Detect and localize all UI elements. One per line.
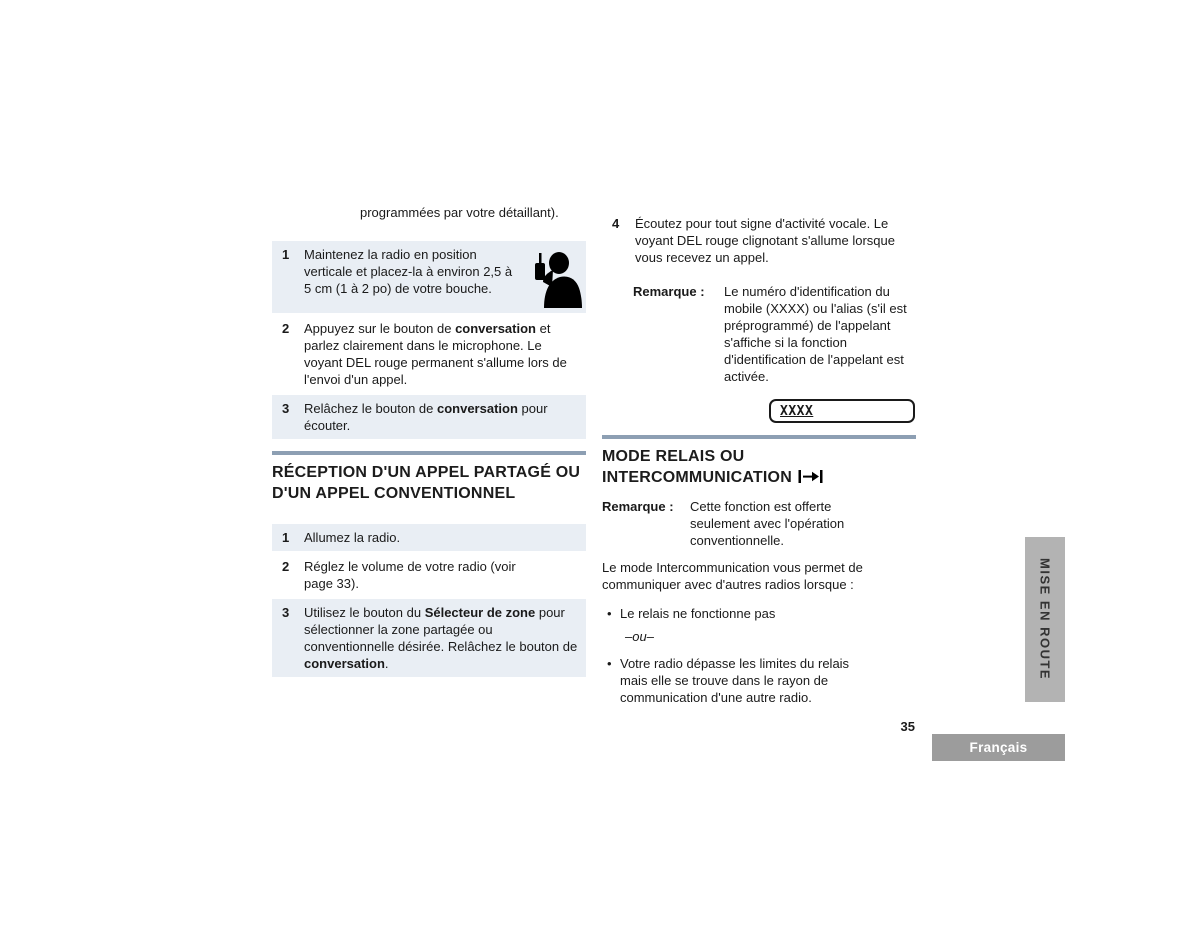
bullet-marker: • <box>607 656 612 671</box>
intro-continuation-text: programmées par votre détaillant). <box>360 205 559 220</box>
step-text: Maintenez la radio en position verticale et placez-la à environ 2,5 à 5 cm (1 à 2 po) de votre bouche. <box>304 247 513 296</box>
radio-display-text: XXXX <box>780 403 814 419</box>
left-column <box>272 204 586 679</box>
section-divider-rule <box>602 435 916 439</box>
steps-list-transmit <box>272 241 586 439</box>
radio-display-screen <box>769 399 915 423</box>
bullet-item-2 <box>602 655 916 706</box>
or-separator: –ou– <box>625 629 654 644</box>
step-number: 3 <box>282 605 290 620</box>
bar-arrow-bar-icon <box>798 470 823 483</box>
section-divider-rule <box>272 451 586 455</box>
remark-conventional-only <box>602 498 916 549</box>
section-heading-reception: RÉCEPTION D'UN APPEL PARTAGÉ OU D'UN APPEL CONVENTIONNEL <box>272 464 581 502</box>
language-footer-tab: Français <box>932 734 1065 761</box>
step-number: 1 <box>282 530 290 545</box>
step-text: Relâchez le bouton de conversation pour écouter. <box>304 401 548 433</box>
bullet-text: Le relais ne fonctionne pas <box>620 606 776 621</box>
step-item-2 <box>272 315 586 393</box>
intercom-intro-paragraph: Le mode Intercommunication vous permet de communiquer avec d'autres radios lorsque : <box>602 560 863 592</box>
heading-line-1: MODE RELAIS OU <box>602 448 745 465</box>
person-holding-radio-illustration <box>520 246 586 308</box>
step-number: 2 <box>282 559 290 574</box>
steps-list-reception <box>272 524 586 677</box>
section-heading-talkaround <box>602 446 916 488</box>
step-item-2 <box>272 553 586 597</box>
step-item-3 <box>272 395 586 439</box>
step-item-4 <box>602 210 916 271</box>
step-item-1 <box>272 241 586 313</box>
step-text: Utilisez le bouton du Sélecteur de zone pour sélectionner la zone partagée ou conventionnelle désirée. Relâchez le bouton de conversation. <box>304 605 578 671</box>
page-number: 35 <box>900 719 915 734</box>
step-number: 2 <box>282 321 290 336</box>
step-number: 3 <box>282 401 290 416</box>
step-item-1 <box>272 524 586 551</box>
step-text: Écoutez pour tout signe d'activité vocale. Le voyant DEL rouge clignotant s'allume lorsque vous recevez un appel. <box>635 216 895 265</box>
bullet-item-1 <box>602 605 916 622</box>
right-column <box>602 210 916 712</box>
remark-body: Cette fonction est offerte seulement avec l'opération conventionnelle. <box>690 499 845 548</box>
bullet-marker: • <box>607 606 612 621</box>
chapter-side-tab <box>1025 537 1065 702</box>
remark-label: Remarque : <box>633 284 705 299</box>
remark-caller-id <box>633 283 916 385</box>
remark-label: Remarque : <box>602 499 674 514</box>
conditions-list <box>602 605 916 706</box>
remark-body: Le numéro d'identification du mobile (XXXX) ou l'alias (s'il est préprogrammé) de l'appelant s'affiche si la fonction d'identification de l'appelant est activée. <box>724 284 907 384</box>
step-number: 4 <box>612 216 620 231</box>
bullet-text: Votre radio dépasse les limites du relais mais elle se trouve dans le rayon de communication d'une autre radio. <box>620 656 850 705</box>
chapter-side-tab-label: MISE EN ROUTE <box>1037 558 1053 681</box>
step-item-3 <box>272 599 586 677</box>
step-text: Réglez le volume de votre radio (voir page 33). <box>304 559 516 591</box>
step-text: Allumez la radio. <box>304 530 401 545</box>
step-number: 1 <box>282 247 290 262</box>
heading-line-2: INTERCOMMUNICATION <box>602 469 792 486</box>
step-text: Appuyez sur le bouton de conversation et parlez clairement dans le microphone. Le voyant DEL rouge permanent s'allume lors de l'envoi d'un appel. <box>304 321 567 387</box>
